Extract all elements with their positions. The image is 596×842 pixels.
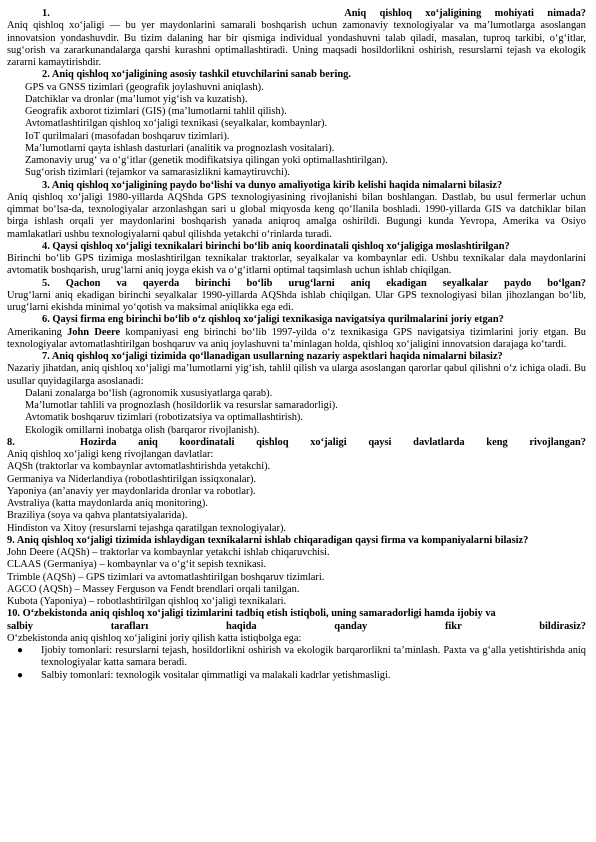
bullet-list (7, 645, 586, 682)
list-item: Germaniya va Niderlandiya (robotlashtirilgan issiqxonalar). (7, 473, 257, 485)
question-3-heading: 3. Aniq qishloq xo‘jaligining paydo bo‘lishi va dunyo amaliyotiga kirib kelishi haqida nimalarni bilasiz? (42, 179, 503, 191)
question-10-heading (7, 608, 586, 620)
answer-3: Aniq qishloq xo‘jaligi 1980-yillarda AQShda GPS texnologiyasining rivojlanishi bilan boshlangan. Dastlab, bu usul fermerlar uchun qimmat bo‘lsa-da, texnologiyalar arzonlashgan sari u global miqyosda keng qo‘llanila boshladi. 1990-yillarda GIS va datchiklar bilan birga ishlash orqali yer maydonlarini boshqarish yanada aniqroq amalga oshirildi. Bugungi kunda Yevropa, Amerika va Osiyo mamlakatlari ushbu texnologiyalarni qabul qilishda yetakchi o‘rinlarda turadi. (7, 191, 586, 240)
list-item: CLAAS (Germaniya) – kombaynlar va o‘g‘it sepish texnikasi. (7, 559, 267, 571)
question-7-heading: 7. Aniq qishloq xo‘jaligi tizimida qo‘llanadigan usullarning nazariy aspektlari haqida nimalarni bilasiz? (42, 351, 503, 362)
list-item: Datchiklar va dronlar (ma’lumot yig‘ish va kuzatish). (25, 93, 248, 105)
list-item: Ekologik omillarni inobatga olish (barqaror rivojlanish). (25, 424, 260, 436)
answer-6-lead: Amerikaning (7, 326, 68, 338)
bullet-item (7, 670, 586, 682)
question-6-heading: 6. Qaysi firma eng birinchi bo‘lib o‘z qishloq xo‘jaligi texnikasiga navigatsiya qurilmalarini joriy etgan? (42, 314, 504, 326)
list-item: Dalani zonalarga bo‘lish (agronomik xususiyatlarga qarab). (25, 387, 273, 399)
bullet-icon: ● (17, 669, 24, 681)
question-10-heading-line-2: salbiy tarafları haqida qanday fikr bildirasiz? (7, 620, 586, 632)
answer-1: Aniq qishloq xo‘jaligi — bu yer maydonlarini samarali boshqarish uchun zamonaviy texnologiyalar va ma’lumotlarga asoslangan innovatsion yondashuvdir. Bu tizim dalaning har bir qismiga individual yondashuvni talab qiladi, masalan, tuproq tarkibi, o‘g‘itlar, sug‘orish va zararkunandalarga qarshi kurashni optimallashtiradi. Uning maqsadi hosildorlikni oshirish, resurslarni tejash va ekologik zararni kamaytirishdir. (7, 20, 586, 68)
list-item: Geografik axborot tizimlari (GIS) (ma’lumotlarni tahlil qilish). (25, 106, 287, 117)
list-item: GPS va GNSS tizimlari (geografik joylashuvni aniqlash). (25, 81, 264, 93)
list-item: Avtomatik boshqaruv tizimlari (robotizatsiya va optimallashtirish). (25, 412, 303, 424)
question-4-heading: 4. Qaysi qishloq xo‘jaligi texnikalari birinchi bo‘lib aniq koordinatali qishloq xo‘jaligiga moslashtirilgan? (42, 240, 510, 252)
question-5-heading: 5. Qachon va qayerda birinchi bo‘lib urug‘larni aniq ekadigan seyalkalar paydo bo‘lgan? (42, 277, 586, 289)
answer-5: Urug‘larni aniq ekadigan birinchi seyalkalar 1990-yillarda AQShda ishlab chiqilgan. Ular GPS texnologiyasi bilan jihozlangan bo‘lib, urug‘larni ekishda minimal yo‘qotish va maksimal aniqlikka ega edi. (7, 289, 586, 313)
question-8-heading: 8. Hozirda aniq koordinatali qishloq xo‘jaligi qaysi davlatlarda keng rivojlangan? (7, 436, 586, 448)
answer-7: Nazariy jihatdan, aniq qishloq xo‘jaligi ma’lumotlarni yig‘ish, tahlil qilish va ularga asoslangan qarorlar qabul qilishni o‘z ichiga oladi. Bu usullar quyidagilarga asoslanadi: (7, 363, 586, 387)
answer-8-intro: Aniq qishloq xo‘jaligi keng rivojlangan davlatlar: (7, 449, 214, 460)
question-1-heading: 1. Aniq qishloq xo‘jaligining mohiyati nimada? (42, 8, 586, 19)
list-item: IoT qurilmalari (masofadan boshqaruv tizimlari). (25, 130, 230, 142)
list-item: Ma’lumotlarni qayta ishlash dasturlari (analitik va prognozlash vositalari). (25, 142, 335, 154)
list-item: Yaponiya (an’anaviy yer maydonlarida dronlar va robotlar). (7, 485, 256, 497)
bullet-text: Salbiy tomonlari: texnologik vositalar qimmatligi va malakali kadrlar yetishmasligi. (41, 669, 391, 681)
list-item: John Deere (AQSh) – traktorlar va kombaynlar yetakchi ishlab chiqaruvchisi. (7, 547, 330, 558)
list-item: Avtomatlashtirilgan qishloq xo‘jaligi texnikasi (seyalkalar, kombaynlar). (25, 118, 328, 130)
list-item: Ma’lumotlar tahlili va prognozlash (hosildorlik va resurslar samaradorligi). (25, 400, 338, 411)
list-item: Braziliya (soya va qahva plantatsiyalarida). (7, 510, 188, 522)
answer-6 (7, 327, 586, 352)
answer-6-rest: kompaniyasi eng birinchi bo‘lib 1997-yilda o‘z texnikasiga GPS navigatsiya tizimlarini joriy etgan. Bu texnologiyalar avtomatlashtirilgan boshqaruv va aniq joylashuvni ta’minlagan holda, qishloq xo‘jaligini innovatsion darajaga ko‘tardi. (7, 326, 586, 350)
bullet-icon: ● (17, 645, 24, 656)
answer-10-intro: O‘zbekistonda aniq qishloq xo‘jaligini joriy qilish katta istiqbolga ega: (7, 632, 302, 644)
list-item: Trimble (AQSh) – GPS tizimlari va avtomatlashtirilgan boshqaruv tizimlari. (7, 571, 325, 583)
question-9-heading: 9. Aniq qishloq xo‘jaligi tizimida ishlaydigan texnikalarni ishlab chiqaradigan qaysi firma va kompaniyalarni bilasiz? (7, 534, 529, 546)
list-item: Kubota (Yaponiya) – robotlashtirilgan qishloq xo‘jaligi texnikalari. (7, 596, 287, 607)
list-item: Zamonaviy urug‘ va o‘g‘itlar (genetik modifikatsiya qilingan yoki optimallashtirilgan). (25, 155, 388, 166)
list-item: Hindiston va Xitoy (resurslarni tejashga qaratilgan texnologiyalar). (7, 522, 287, 534)
company-name: John Deere (67, 326, 121, 338)
question-10-heading-line-1: 10. O‘zbekistonda aniq qishloq xo‘jaligi tizimlarini tadbiq etish istiqboli, uning samaradorligi hamda ijobiy va (7, 608, 496, 620)
question-2-heading: 2. Aniq qishloq xo‘jaligining asosiy tashkil etuvchilarini sanab bering. (42, 69, 351, 81)
list-item: AQSh (traktorlar va kombaynlar avtomatlashtirishda yetakchi). (7, 461, 271, 473)
list-item: Sug‘orish tizimlari (tejamkor va samarasizlikni kamaytiruvchi). (25, 167, 290, 179)
bullet-text: Ijobiy tomonlari: resurslarni tejash, hosildorlikni oshirish va ekologik barqarorlikni ta’minlash. Paxta va g‘alla yetishtirishda aniq texnologiyalar katta samara beradi. (41, 645, 586, 669)
bullet-item (7, 645, 586, 670)
answer-4: Birinchi bo‘lib GPS tizimiga moslashtirilgan texnikalar traktorlar, seyalkalar va kombaynlar edi. Ushbu texnikalar dala maydonlarini avtomatik boshqarish, urug‘larni aniq joyga ekish va o‘g‘itlarni optimal taqsimlash uchun ishlab chiqilgan. (7, 253, 586, 277)
list-item: AGCO (AQSh) – Massey Ferguson va Fendt brendlari orqali tanilgan. (7, 583, 300, 595)
list-item: Avstraliya (katta maydonlarda aniq monitoring). (7, 498, 208, 509)
